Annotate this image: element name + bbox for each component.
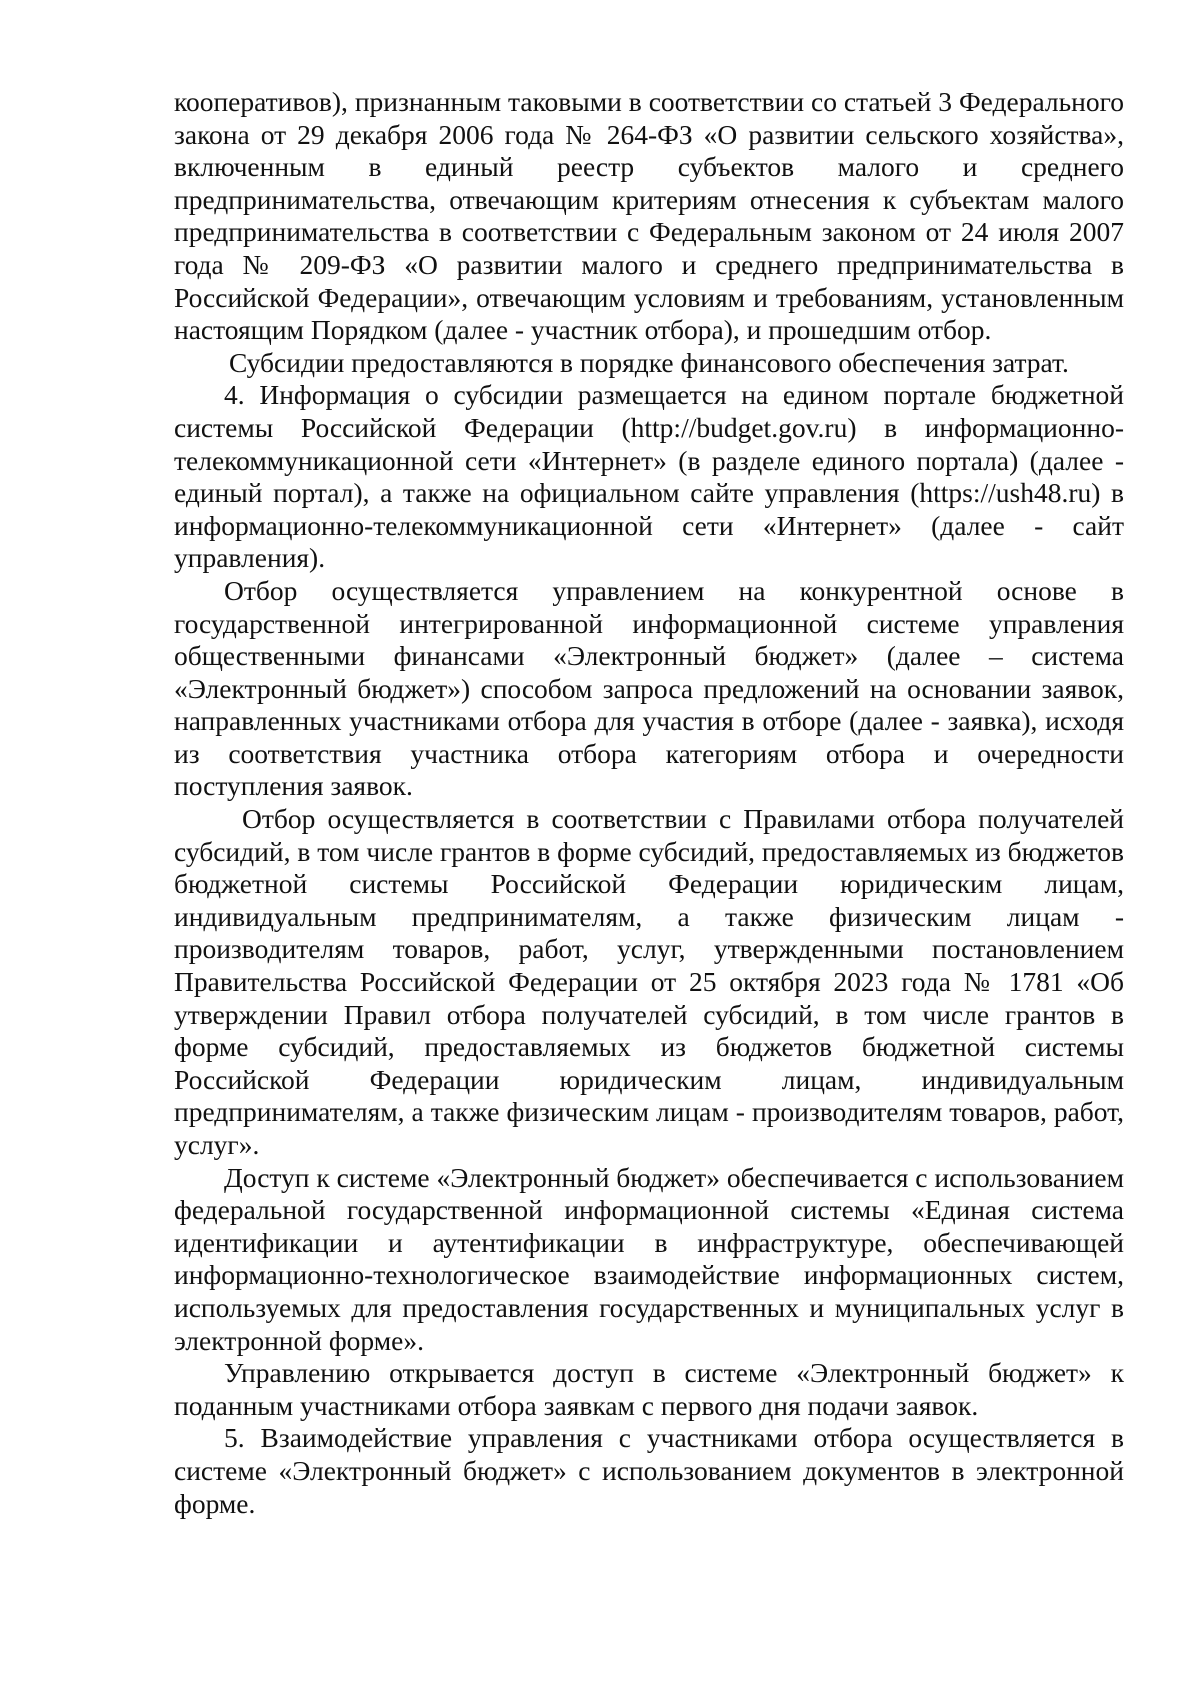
paragraph-management-access: Управлению открывается доступ в системе «Электронный бюджет» к поданным участниками отбора заявкам с первого дня подачи заявок. — [174, 1357, 1124, 1421]
paragraph-item-5: 5. Взаимодействие управления с участниками отбора осуществляется в системе «Электронный бюджет» с использованием документов в электронной форме. — [174, 1422, 1124, 1519]
paragraph-subsidies-financing: Субсидии предоставляются в порядке финансового обеспечения затрат. — [229, 346, 1069, 378]
paragraph-selection-method: Отбор осуществляется управлением на конкурентной основе в государственной интегрированной информационной системе управления общественными финансами «Электронный бюджет» (далее – система «Электронный бюджет») способом запроса предложений на основании заявок, направленных участниками отбора для участия в отборе (далее - заявка), исходя из соответствия участника отбора категориям отбора и очередности поступления заявок. — [174, 574, 1124, 802]
paragraph-item-4: 4. Информация о субсидии размещается на едином портале бюджетной системы Российской Федерации (http://budget.gov.ru) в информационно-телекоммуникационной сети «Интернет» (в разделе единого портала) (далее - единый портал), а также на официальном сайте управления (https://ush48.ru) в информационно-телекоммуникационной сети «Интернет» (далее - сайт управления). — [174, 379, 1124, 574]
paragraph-system-access: Доступ к системе «Электронный бюджет» обеспечивается с использованием федеральной государственной информационной системы «Единая система идентификации и аутентификации в инфраструктуре, обеспечивающей информационно-технологическое взаимодействие информационных систем, используемых для предоставления государственных и муниципальных услуг в электронной форме». — [174, 1161, 1124, 1356]
paragraph-continuation: кооперативов), признанным таковыми в соответствии со статьей 3 Федерального закона от 29 декабря 2006 года № 264-ФЗ «О развитии сельского хозяйства», включенным в единый реестр субъектов малого и среднего предпринимательства, отвечающим критериям отнесения к субъектам малого предпринимательства в соответствии с Федеральным законом от 24 июля 2007 года № 209-ФЗ «О развитии малого и среднего предпринимательства в Российской Федерации», отвечающим условиям и требованиям, установленным настоящим Порядком (далее - участник отбора), и прошедшим отбор. — [174, 86, 1124, 346]
paragraph-selection-rules: Отбор осуществляется в соответствии с Правилами отбора получателей субсидий, в том числе грантов в форме субсидий, предоставляемых из бюджетов бюджетной системы Российской Федерации юридическим лицам, индивидуальным предпринимателям, а также физическим лицам - производителям товаров, работ, услуг, утвержденными постановлением Правительства Российской Федерации от 25 октября 2023 года № 1781 «Об утверждении Правил отбора получателей субсидий, в том числе грантов в форме субсидий, предоставляемых из бюджетов бюджетной системы Российской Федерации юридическим лицам, индивидуальным предпринимателям, а также физическим лицам - производителям товаров, работ, услуг». — [174, 803, 1124, 1160]
document-body — [174, 86, 1124, 1520]
